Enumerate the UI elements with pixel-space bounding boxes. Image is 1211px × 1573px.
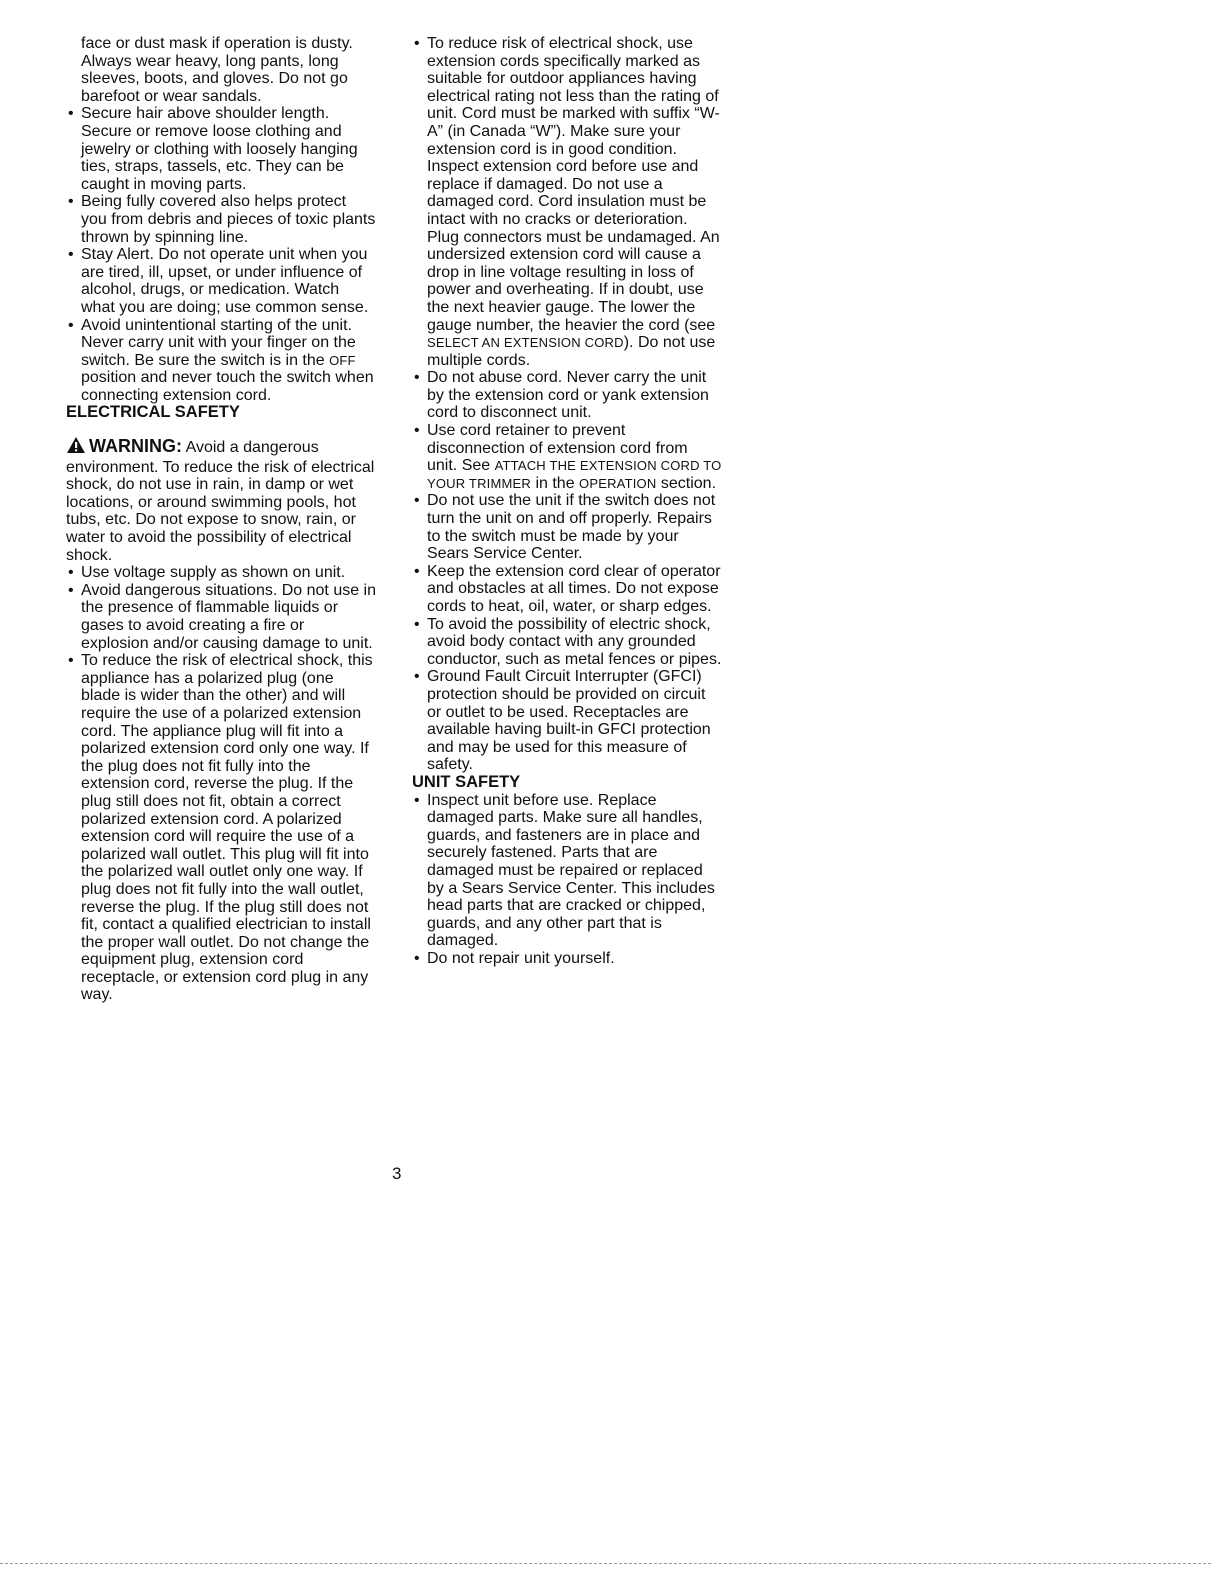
list-item-text: Being fully covered also helps protect you from debris and pieces of toxic plants thrown by spinning line. <box>81 193 376 246</box>
list-item-text: Do not abuse cord. Never carry the unit by the extension cord or yank extension cord to disconnect unit. <box>427 369 709 422</box>
list-item <box>66 317 376 405</box>
list-item-text: Do not use the unit if the switch does not turn the unit on and off properly. Repairs to the switch must be made by your Sears Service Center. <box>427 492 716 563</box>
list-item-text: To reduce the risk of electrical shock, this appliance has a polarized plug (one blade is wider than the other) and will require the use of a polarized extension cord. The appliance plug will fit into a polarized extension cord only one way. If the plug does not fit fully into the extension cord, reverse the plug. If the plug still does not fit, obtain a correct polarized extension cord. A polarized extension cord will require the use of a polarized wall outlet. This plug will fit into the polarized wall outlet only one way. If plug does not fit fully into the wall outlet, reverse the plug. If the plug still does not fit, contact a qualified electrician to install the proper wall outlet. Do not change the equipment plug, extension cord receptacle, or extension cord plug in any way. <box>81 652 373 1004</box>
list-item-text: Inspect unit before use. Replace damaged parts. Make sure all handles, guards, and fasteners are in place and securely fastened. Parts that are damaged must be repaired or replaced by a Sears Service Center. This includes head parts that are cracked or chipped, guards, and any other part that is damaged. <box>427 791 715 950</box>
list-item-text: Use cord retainer to prevent disconnection of extension cord from unit. See ATTACH THE EXTENSION CORD TO YOUR TRIMMER in the OPERATION section. <box>427 422 722 492</box>
list-item <box>66 193 376 246</box>
bullet-icon: • <box>414 791 420 809</box>
list-item <box>66 105 376 193</box>
bullet-icon: • <box>414 562 420 580</box>
attach-cord-reference: ATTACH THE EXTENSION CORD TO YOUR TRIMMER <box>427 458 722 491</box>
page-number: 3 <box>392 1164 402 1183</box>
list-item <box>412 369 722 422</box>
warning-block <box>66 436 376 564</box>
list-item-text: Use voltage supply as shown on unit. <box>81 564 346 582</box>
list-item <box>412 792 722 950</box>
intro-paragraph: face or dust mask if operation is dusty. Always wear heavy, long pants, long sleeves, boots, and gloves. Do not go barefoot or wear sandals. <box>81 35 353 105</box>
list-item <box>412 422 722 492</box>
list-item <box>412 563 722 616</box>
list-item-text: Avoid dangerous situations. Do not use in the presence of flammable liquids or gases to avoid creating a fire or explosion and/or causing damage to unit. <box>81 581 377 652</box>
warning-text: Avoid a dangerous environment. To reduce the risk of electrical shock, do not use in rain, in damp or wet locations, or around swimming pools, hot tubs, etc. Do not expose to snow, rain, or water to avoid the possibility of electrical shock. <box>66 439 375 564</box>
footer-divider <box>0 1563 1211 1566</box>
bullet-icon: • <box>414 615 420 633</box>
off-reference: OFF <box>329 352 356 368</box>
list-item <box>412 616 722 669</box>
section-heading-electrical: ELECTRICAL SAFETY <box>66 403 240 422</box>
list-item <box>412 950 722 968</box>
bullet-icon: • <box>414 369 420 387</box>
list-item-text: To reduce risk of electrical shock, use extension cords specifically marked as suitable for outdoor appliances having electrical rating not less than the rating of unit. Cord must be marked with suffix “W-A” (in Canada “W”). Make sure your extension cord is in good condition. Inspect extension cord before use and replace if damaged. Do not use a damaged cord. Cord insulation must be intact with no cracks or deterioration. Plug connectors must be undamaged. An undersized extension cord will cause a drop in line voltage resulting in loss of power and overheating. If in doubt, use the next heavier gauge. The lower the gauge number, the heavier the cord (see SELECT AN EXTENSION CORD). Do not use multiple cords. <box>427 35 720 369</box>
bullet-icon: • <box>414 668 420 686</box>
operation-reference: OPERATION <box>579 475 657 491</box>
list-item <box>412 35 722 369</box>
bullet-icon: • <box>68 652 74 670</box>
list-item <box>66 564 376 582</box>
list-item-text: Keep the extension cord clear of operator and obstacles at all times. Do not expose cords to heat, oil, water, or sharp edges. <box>427 562 721 615</box>
bullet-icon: • <box>68 316 74 334</box>
list-item-text: Ground Fault Circuit Interrupter (GFCI) protection should be provided on circuit or outlet to be used. Receptacles are available having built-in GFCI protection and may be used for this measure of safety. <box>427 668 711 774</box>
bullet-icon: • <box>414 422 420 440</box>
list-item <box>66 582 376 652</box>
bullet-icon: • <box>68 246 74 264</box>
left-column <box>66 35 376 1004</box>
warning-label: WARNING: <box>89 436 182 457</box>
list-item-text: To avoid the possibility of electric shock, avoid body contact with any grounded conductor, such as metal fences or pipes. <box>427 615 722 668</box>
bullet-icon: • <box>414 492 420 510</box>
bullet-icon: • <box>68 581 74 599</box>
section-heading-unit: UNIT SAFETY <box>412 772 521 791</box>
bullet-icon: • <box>68 564 74 582</box>
bullet-icon: • <box>68 105 74 123</box>
bullet-icon: • <box>414 949 420 967</box>
bullet-icon: • <box>414 35 420 52</box>
right-column <box>412 35 722 967</box>
list-item <box>66 652 376 1004</box>
list-item <box>66 246 376 316</box>
list-item <box>412 668 722 774</box>
select-extension-cord-reference: SELECT AN EXTENSION CORD <box>427 335 624 351</box>
bullet-icon: • <box>68 193 74 211</box>
list-item-text: Do not repair unit yourself. <box>427 949 615 967</box>
warning-triangle-icon <box>66 436 86 459</box>
list-item-text: Secure hair above shoulder length. Secure or remove loose clothing and jewelry or clothing with loosely hanging ties, straps, tassels, etc. They can be caught in moving parts. <box>81 105 358 193</box>
list-item <box>412 492 722 562</box>
list-item-text: Stay Alert. Do not operate unit when you are tired, ill, upset, or under influence of alcohol, drugs, or medication. Watch what you are doing; use common sense. <box>81 246 369 316</box>
list-item-text: Avoid unintentional starting of the unit. Never carry unit with your finger on the switch. Be sure the switch is in the OFF position and never touch the switch when connecting extension cord. <box>81 316 374 404</box>
